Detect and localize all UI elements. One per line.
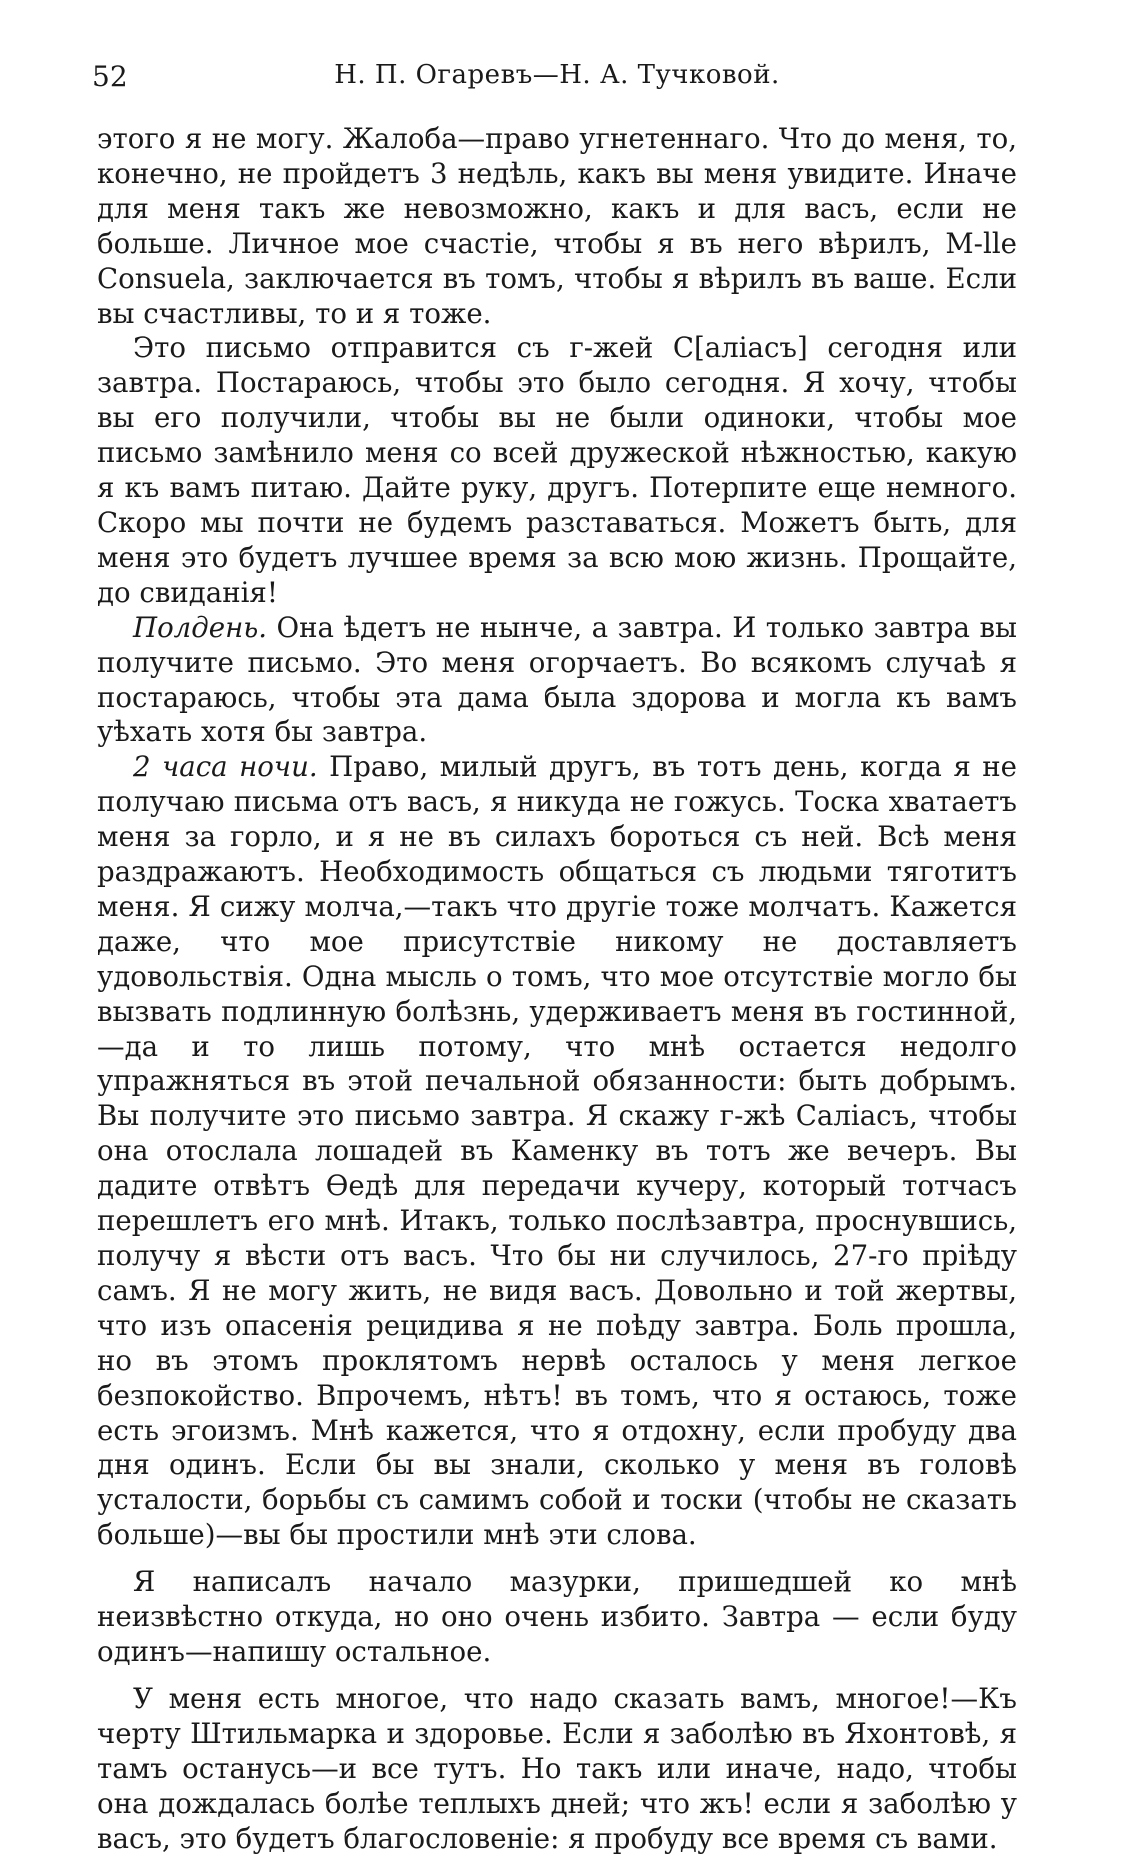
page-header (92, 60, 1022, 100)
paragraph-text: Это письмо отправится съ г-жей С[аліасъ] сегодня или завтра. Постараюсь, чтобы это было сегодня. Я хочу, чтобы вы его получили, чтобы вы не были одиноки, чтобы мое письмо замѣнило меня со всей дружеской нѣжностью, какую я къ вамъ питаю. Дайте руку, другъ. Потерпите еще немного. Скоро мы почти не будемъ разставаться. Можетъ быть, для меня это будетъ лучшее время за всю мою жизнь. Прощайте, до свиданія! (97, 331, 1017, 609)
paragraph-text: У меня есть многое, что надо сказать вамъ, многое!—Къ черту Штильмарка и здоровье. Если я заболѣю въ Яхонтовѣ, я тамъ останусь—и все тутъ. Но такъ или иначе, надо, чтобы она дождалась болѣе теплыхъ дней; что жъ! если я заболѣю у васъ, это будетъ благословеніе: я пробуду все время съ вами. (97, 1681, 1017, 1855)
paragraph-text: Я написалъ начало мазурки, пришедшей ко мнѣ неизвѣстно откуда, но оно очень избито. Завтра — если буду одинъ—напишу остальное. (97, 1565, 1017, 1668)
paragraph (97, 611, 1017, 751)
page-number: 52 (92, 60, 128, 93)
paragraph-text: этого я не могу. Жалоба—право угнетеннаго. Что до меня, то, конечно, не пройдетъ 3 недѣль, какъ вы меня увидите. Иначе для меня такъ же невозможно, какъ и для васъ, если не больше. Личное мое счастіе, чтобы я въ него вѣрилъ, M-lle Consuela, заключается въ томъ, чтобы я вѣрилъ въ ваше. Если вы счастливы, то и я тоже. (97, 122, 1017, 330)
paragraph (97, 122, 1017, 331)
running-title: Н. П. Огаревъ—Н. А. Тучковой. (334, 60, 780, 90)
paragraph-text: Право, милый другъ, въ тотъ день, когда я не получаю письма отъ васъ, я никуда не гожусь. Тоска хватаетъ меня за горло, и я не въ силахъ бороться съ ней. Всѣ меня раздражаютъ. Необходимость общаться съ людьми тяготитъ меня. Я сижу молча,—такъ что другіе тоже молчатъ. Кажется даже, что мое присутствіе никому не доставляетъ удовольствія. Одна мысль о томъ, что мое отсутствіе могло бы вызвать подлинную болѣзнь, удерживаетъ меня въ гостинной,—да и то лишь потому, что мнѣ остается недолго упражняться въ этой печальной обязанности: быть добрымъ. Вы получите это письмо завтра. Я скажу г-жѣ Саліасъ, чтобы она отослала лошадей въ Каменку въ тотъ же вечеръ. Вы дадите отвѣтъ Өедѣ для передачи кучеру, который тотчасъ перешлетъ его мнѣ. Итакъ, только послѣзавтра, проснувшись, получу я вѣсти отъ васъ. Что бы ни случилось, 27-го пріѣду самъ. Я не могу жить, не видя васъ. Довольно и той жертвы, что изъ опасенія рецидива я не поѣду завтра. Боль прошла, но въ этомъ проклятомъ нервѣ осталось у меня легкое безпокойство. Впрочемъ, нѣтъ! въ томъ, что я остаюсь, тоже есть эгоизмъ. Мнѣ кажется, что я отдохну, если пробуду два дня одинъ. Если бы вы знали, сколько у меня въ головѣ усталости, борьбы съ самимъ собой и тоски (чтобы не сказать больше)—вы бы простили мнѣ эти слова. (97, 750, 1017, 1552)
paragraph (97, 331, 1017, 610)
letter-text (97, 122, 1017, 1856)
paragraph (97, 750, 1017, 1553)
time-heading: 2 часа ночи. (133, 750, 318, 784)
paragraph (97, 1682, 1017, 1856)
time-heading: Полдень. (133, 610, 268, 644)
paragraph-text: Она ѣдетъ не нынче, а завтра. И только завтра вы получите письмо. Это меня огорчаетъ. Во всякомъ случаѣ я постараюсь, чтобы эта дама была здорова и могла къ вамъ уѣхать хотя бы завтра. (97, 610, 1017, 749)
paragraph (97, 1565, 1017, 1670)
